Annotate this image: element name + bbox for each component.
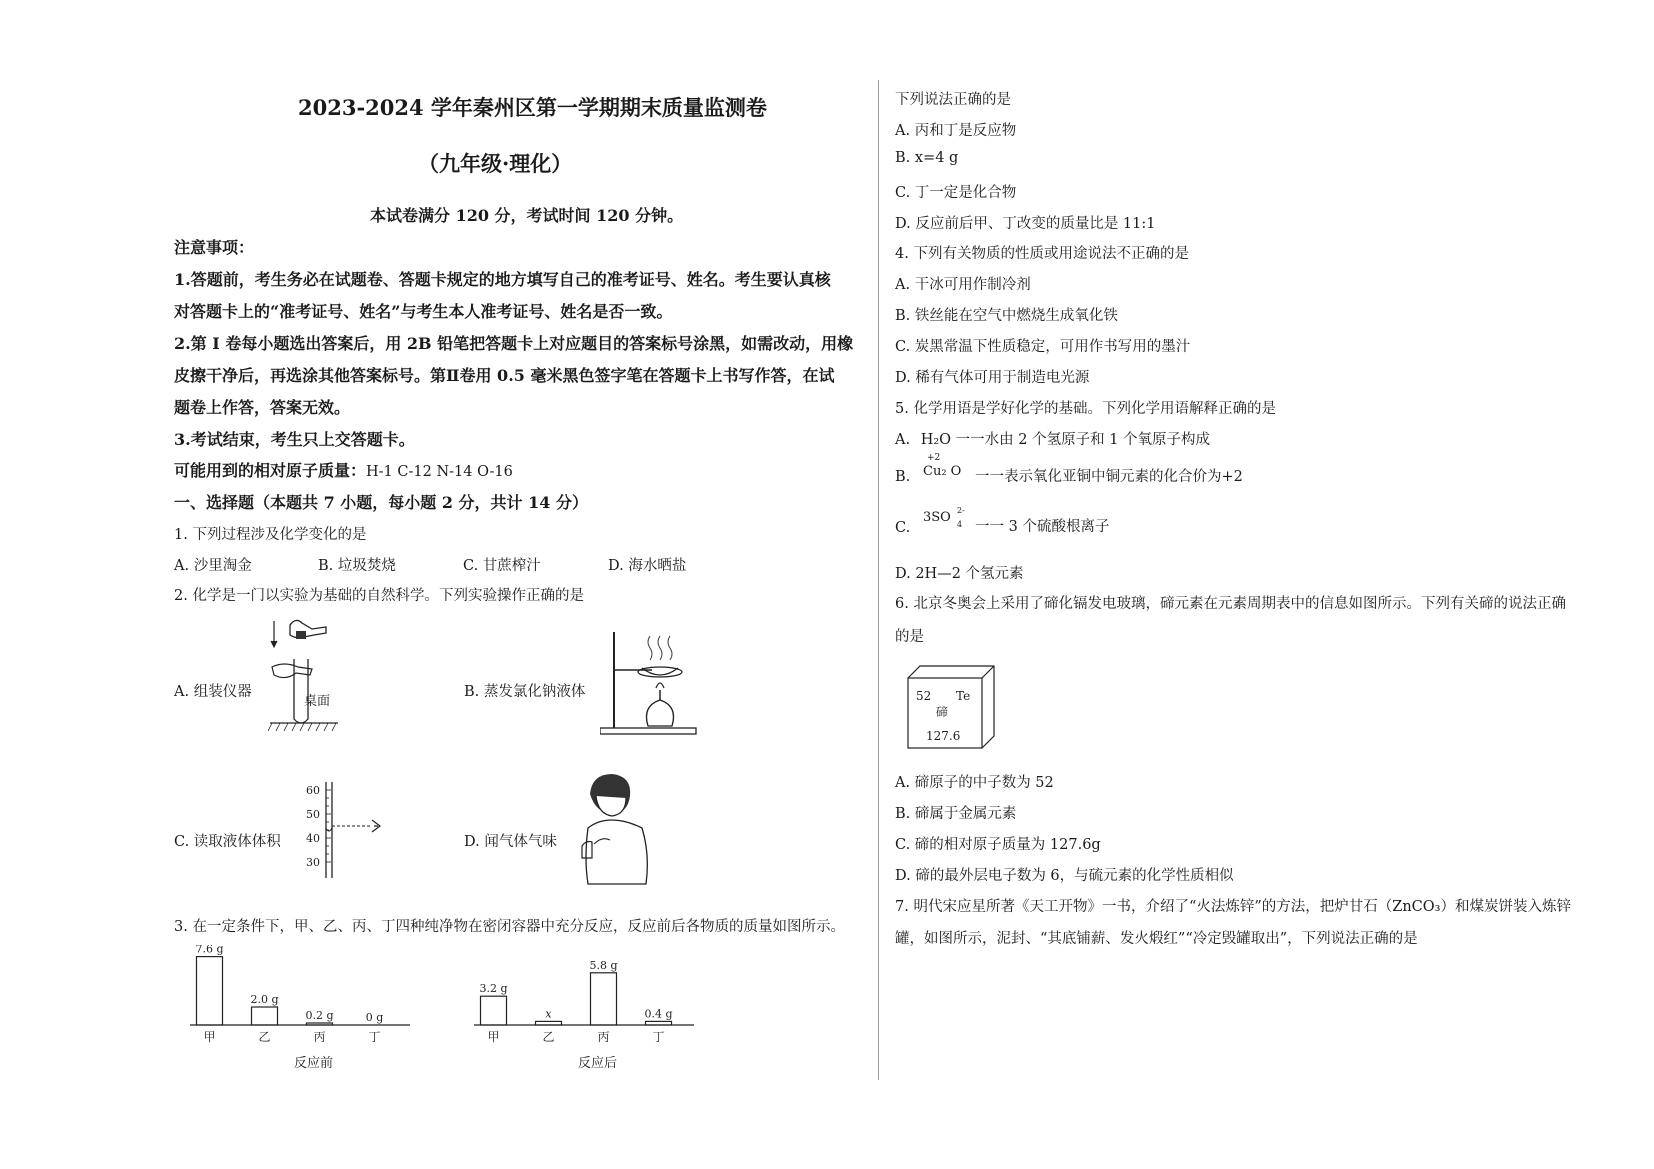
cylinder-tick-50: 50: [306, 808, 320, 821]
chart-after-reaction: [470, 945, 730, 1075]
q4-option-d: D. 稀有气体可用于制造电光源: [895, 370, 1090, 386]
element-name: 碲: [936, 705, 949, 719]
chart-before-category-3: 丙: [313, 1030, 326, 1044]
q5-c-subscript: 4: [957, 520, 963, 529]
q2-option-c: C. 读取液体体积: [174, 834, 281, 850]
q6-option-d: D. 碲的最外层电子数为 6，与硫元素的化学性质相似: [895, 868, 1234, 884]
chart-before-data-label-1: 7.6 g: [195, 945, 224, 956]
q5-option-a: [895, 428, 1210, 449]
note-2-line-2: 皮擦干净后，再选涂其他答案标号。第Ⅱ卷用 0.5 毫米黑色签字笔在答题卡上书写作答，在试: [174, 366, 835, 385]
chart-before-reaction: [186, 945, 446, 1075]
chart-before-data-label-4: 0 g: [365, 1011, 384, 1024]
eye-icon: [372, 820, 380, 832]
q5-c-text: 一一 3 个硫酸根离子: [975, 519, 1110, 535]
chart-after-category-4: 丁: [652, 1030, 665, 1044]
q2-option-d: D. 闻气体气味: [464, 834, 557, 850]
figure-evaporate-nacl: [600, 628, 700, 736]
q5-c-charge: 2-: [957, 506, 965, 515]
q4-option-b: B. 铁丝能在空气中燃烧生成氧化铁: [895, 308, 1118, 324]
q2-stem: 2. 化学是一门以实验为基础的自然科学。下列实验操作正确的是: [174, 588, 584, 604]
chart-after-category-3: 丙: [597, 1030, 610, 1044]
waving-hand-icon: [594, 839, 610, 844]
section-1-heading: 一、选择题（本题共 7 小题，每小题 2 分，共计 14 分）: [174, 493, 588, 512]
chart-after-bar-1: [481, 996, 507, 1025]
q6-option-b: B. 碲属于金属元素: [895, 806, 1017, 822]
q5-c-formula: 3SO: [923, 510, 951, 525]
boy-face-icon: [596, 796, 626, 816]
chart-after-data-label-4: 0.4 g: [644, 1007, 673, 1021]
note-1-line-1: 1.答题前，考生务必在试题卷、答题卡规定的地方填写自己的准考证号、姓名。考生要认真核: [174, 270, 831, 289]
evaporating-dish-icon: [642, 668, 678, 675]
notes-heading: 注意事项：: [174, 238, 255, 257]
chart-before-data-label-2: 2.0 g: [250, 993, 279, 1006]
alcohol-lamp-icon: [647, 700, 674, 726]
q1-option-b: B. 垃圾焚烧: [318, 558, 396, 574]
q3-option-b: B. x=4 g: [895, 150, 959, 166]
chart-after-bar-4: [646, 1021, 672, 1025]
q5-b-label: B.: [895, 469, 911, 485]
hand-bottom-icon: [272, 664, 312, 678]
cylinder-tick-60: 60: [306, 784, 320, 797]
chart-before-bar-3: [307, 1023, 333, 1025]
q7-stem-line-1: 7. 明代宋应星所著《天工开物》一书，介绍了“火法炼锌”的方法，把炉甘石（ZnCO₃）和煤炭饼装入炼锌: [895, 899, 1571, 915]
q3-option-a: A. 丙和丁是反应物: [895, 123, 1017, 139]
q5-b-formula: Cu₂ O: [923, 464, 962, 479]
q6-option-c: C. 碲的相对原子质量为 127.6g: [895, 837, 1101, 853]
element-card-tellurium: [906, 664, 996, 750]
chart-after-marks: [474, 959, 694, 1044]
q4-option-c: C. 炭黑常温下性质稳定，可用作书写用的墨汁: [895, 339, 1191, 355]
q5-b-text: 一一表示氧化亚铜中铜元素的化合价为+2: [975, 469, 1243, 485]
q5-a-label: A.: [895, 432, 911, 448]
q3-option-d: D. 反应前后甲、丁改变的质量比是 11:1: [895, 216, 1156, 232]
q5-a-formula: H₂O: [920, 432, 952, 448]
chart-after-data-label-1: 3.2 g: [479, 982, 508, 996]
figure-smell-gas: [568, 770, 658, 888]
note-1-line-2: 对答题卡上的“准考证号、姓名”与考生本人准考证号、姓名是否一致。: [174, 302, 673, 321]
chart-after-data-label-3: 5.8 g: [589, 958, 618, 972]
score-line: 本试卷满分 120 分，考试时间 120 分钟。: [370, 206, 684, 225]
q1-option-d: D. 海水晒盐: [608, 558, 687, 574]
q4-stem: 4. 下列有关物质的性质或用途说法不正确的是: [895, 246, 1189, 262]
column-divider: [878, 80, 879, 1080]
q1-stem: 1. 下列过程涉及化学变化的是: [174, 527, 367, 543]
chart-after-category-2: 乙: [542, 1030, 555, 1044]
q4-option-a: A. 干冰可用作制冷剂: [895, 277, 1031, 293]
chart-before-marks: [190, 945, 410, 1044]
atomic-mass-line: [174, 458, 513, 481]
chart-before-category-2: 乙: [258, 1030, 271, 1044]
q6-stem-line-2: 的是: [895, 629, 924, 645]
element-symbol: Te: [956, 689, 971, 703]
chart-before-bar-1: [197, 957, 223, 1025]
q3-option-c: C. 丁一定是化合物: [895, 185, 1017, 201]
q5-a-text: 一一水由 2 个氢原子和 1 个氧原子构成: [955, 432, 1211, 448]
q3-followup: 下列说法正确的是: [895, 92, 1011, 108]
element-number: 52: [916, 689, 932, 703]
q5-c-label: C.: [895, 520, 911, 536]
q1-option-a: A. 沙里淘金: [174, 558, 252, 574]
chart-after-title: 反应后: [578, 1056, 618, 1071]
hand-top-icon: [290, 620, 326, 637]
figure-assemble-apparatus: [268, 615, 340, 733]
chart-after-data-label-2: x: [545, 1007, 552, 1021]
chart-before-bar-2: [252, 1007, 278, 1025]
element-mass: 127.6: [926, 729, 961, 743]
q5-b-charge: +2: [927, 453, 941, 463]
chart-after-bar-2: [536, 1021, 562, 1025]
q6-option-a: A. 碲原子的中子数为 52: [895, 775, 1054, 791]
q3-stem: 3. 在一定条件下，甲、乙、丙、丁四种纯净物在密闭容器中充分反应，反应前后各物质的质量如图所示。: [174, 919, 845, 935]
q5-stem: 5. 化学用语是学好化学的基础。下列化学用语解释正确的是: [895, 401, 1276, 417]
exam-title: 2023-2024 学年秦州区第一学期期末质量监测卷: [298, 95, 767, 120]
chart-before-category-1: 甲: [203, 1030, 216, 1044]
note-2-line-3: 题卷上作答，答案无效。: [174, 398, 351, 417]
flame-icon: [656, 683, 664, 688]
figure-read-volume: [298, 780, 388, 880]
right-column: [880, 0, 1654, 1169]
note-2-line-1: 2.第 I 卷每小题选出答案后，用 2B 铅笔把答题卡上对应题目的答案标号涂黑，如需改动，用橡: [174, 334, 854, 353]
stopper-icon: [296, 631, 306, 639]
chart-before-data-label-3: 0.2 g: [305, 1009, 334, 1022]
q2-option-a: A. 组装仪器: [174, 684, 252, 700]
exam-subtitle: （九年级·理化）: [418, 151, 573, 176]
atomic-mass-values: H-1 C-12 N-14 O-16: [366, 464, 513, 480]
atomic-mass-label: 可能用到的相对原子质量：: [174, 461, 367, 480]
desk-label: 桌面: [304, 694, 331, 709]
q7-stem-line-2: 罐，如图所示，泥封、“其底铺薪、发火煅红”“冷定毁罐取出”，下列说法正确的是: [895, 931, 1418, 947]
chart-before-category-4: 丁: [368, 1030, 381, 1044]
q1-option-c: C. 甘蔗榨汁: [463, 558, 541, 574]
q5-option-d: D. 2H—2 个氢元素: [895, 566, 1024, 582]
chart-after-category-1: 甲: [487, 1030, 500, 1044]
cylinder-tick-30: 30: [306, 856, 320, 869]
chart-before-title: 反应前: [294, 1056, 334, 1071]
chart-after-bar-3: [591, 973, 617, 1025]
note-3: 3.考试结束，考生只上交答题卡。: [174, 430, 415, 449]
q2-option-b: B. 蒸发氯化钠液体: [464, 684, 586, 700]
q6-stem-line-1: 6. 北京冬奥会上采用了碲化镉发电玻璃，碲元素在元素周期表中的信息如图所示。下列有关碲的说法正确: [895, 596, 1566, 612]
cylinder-tick-40: 40: [306, 832, 320, 845]
boy-body-icon: [586, 820, 647, 884]
